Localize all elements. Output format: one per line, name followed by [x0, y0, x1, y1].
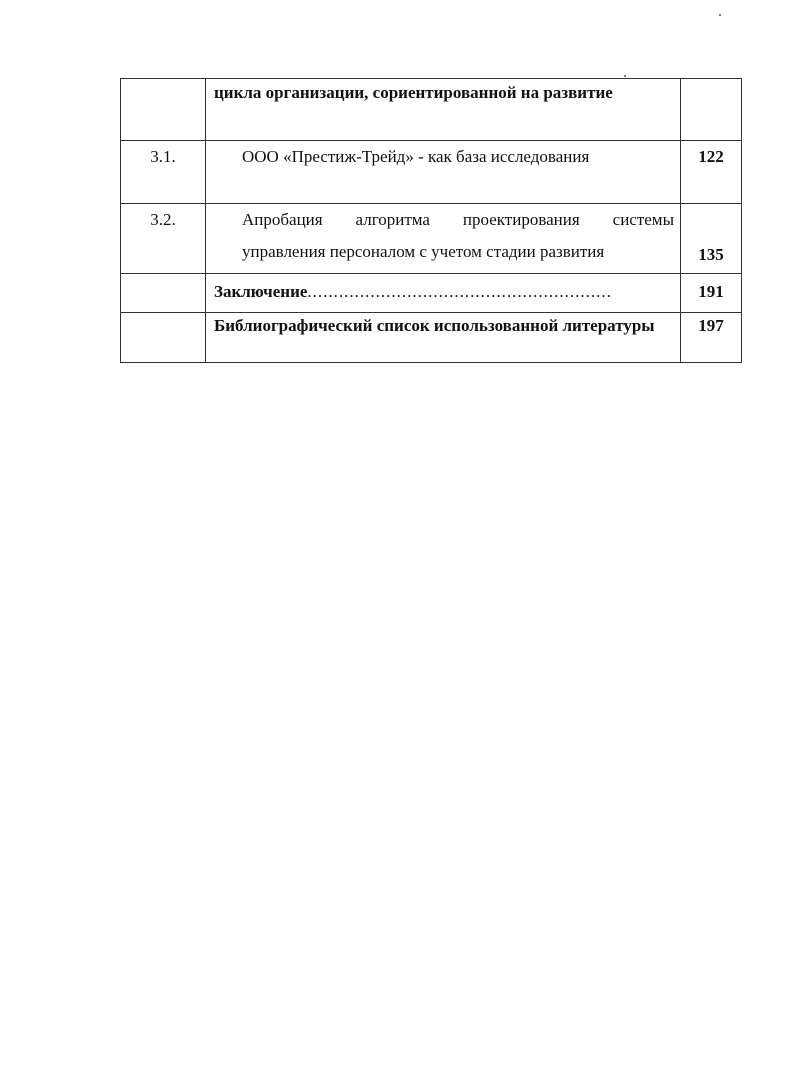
- toc-title: Библиографический список использованной литературы: [206, 313, 681, 363]
- toc-title: [206, 204, 681, 274]
- dot-leader: ..........................................................: [307, 282, 612, 301]
- toc-title: [206, 274, 681, 313]
- toc-title-text: Заключение: [214, 282, 308, 301]
- toc-page-number: 135: [681, 204, 742, 274]
- toc-row: [121, 141, 742, 204]
- toc-title: цикла организации, сориентированной на развитие: [206, 79, 681, 141]
- toc-number: [121, 313, 206, 363]
- toc-page-number: 122: [681, 141, 742, 204]
- toc-row: [121, 313, 742, 363]
- toc-row: [121, 274, 742, 313]
- toc-number: 3.2.: [121, 204, 206, 274]
- toc-page-number: 191: [681, 274, 742, 313]
- toc-title-line: Апробация алгоритма проектирования системы: [242, 210, 674, 229]
- scan-speck: [624, 75, 626, 77]
- toc-number: 3.1.: [121, 141, 206, 204]
- toc-title: ООО «Престиж-Трейд» - как база исследования: [206, 141, 681, 204]
- toc-title-line: управления персоналом с учетом стадии развития: [242, 242, 605, 261]
- toc-number: [121, 274, 206, 313]
- toc-number: [121, 79, 206, 141]
- scan-speck: [719, 14, 721, 16]
- toc-page-number: 197: [681, 313, 742, 363]
- toc-page-number: [681, 79, 742, 141]
- toc-row: [121, 204, 742, 274]
- toc-row: [121, 79, 742, 141]
- table-of-contents: [120, 78, 742, 363]
